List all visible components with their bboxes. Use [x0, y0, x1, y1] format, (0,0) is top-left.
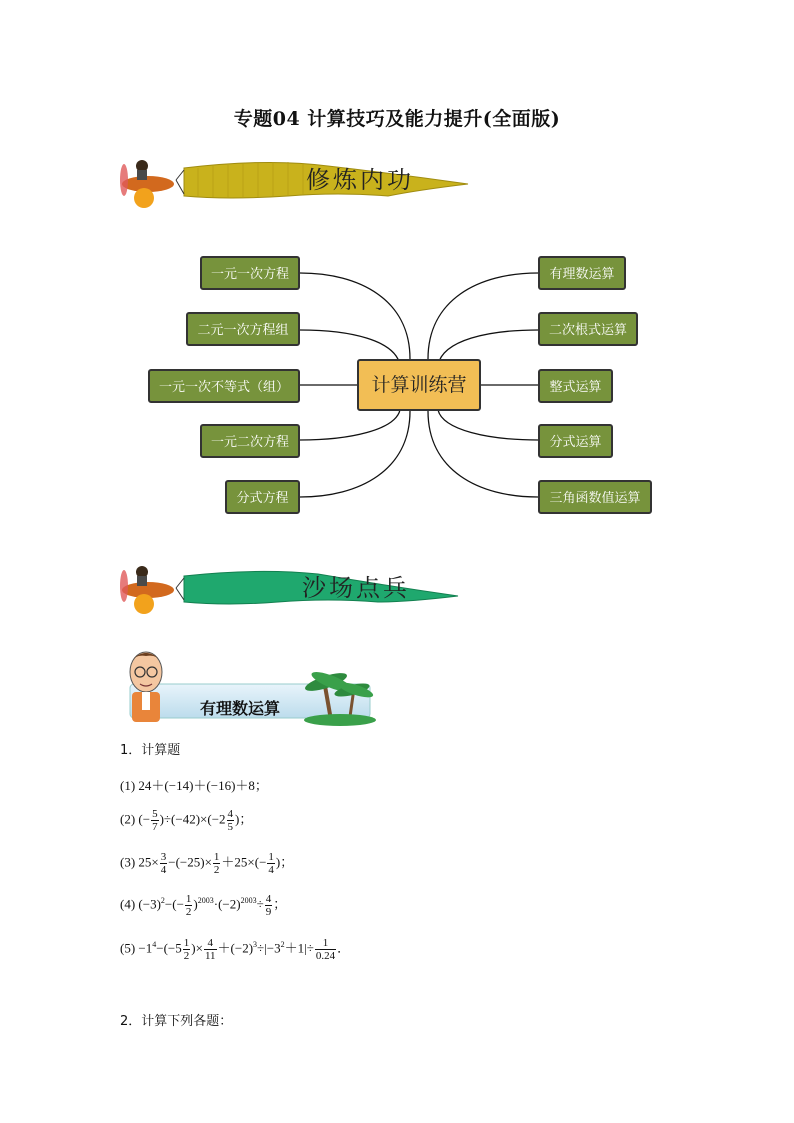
expr-part: ): [193, 896, 198, 912]
expr-part: (−3): [138, 896, 161, 912]
problem-5: [120, 937, 350, 962]
expr-part: )×: [191, 940, 203, 956]
mindmap-item-rational: 有理数运算: [538, 256, 626, 290]
problem-number: (1): [120, 778, 136, 793]
section-label: 有理数运算: [200, 699, 281, 718]
fraction: $\frac{1}{4}$: [268, 851, 274, 876]
mindmap-connectors: [0, 0, 794, 560]
expr-part: ÷: [256, 896, 264, 912]
mindmap-item-fraction-calc: 分式运算: [538, 424, 613, 458]
expr-part: ；: [273, 896, 287, 912]
mindmap-item-trig: 三角函数值运算: [538, 480, 652, 514]
question-2-heading: 2．计算下列各题：: [120, 1014, 233, 1029]
mindmap-center: 计算训练营: [357, 359, 481, 411]
problem-expression: 24＋(−14)＋(−16)＋8；: [138, 778, 268, 793]
expr-part: )÷(−42)×(−2: [159, 811, 226, 827]
problem-4: [120, 893, 286, 918]
problem-number: (4): [120, 896, 136, 912]
airplane-banner-icon: [118, 558, 468, 614]
fraction: $\frac{4}{5}$: [227, 808, 234, 833]
expr-part: −1: [138, 940, 153, 956]
expr-part: ÷|−3: [257, 940, 281, 956]
banner-shachang: [118, 558, 468, 614]
problem-number: (5): [120, 940, 136, 956]
fraction: $\frac{3}{4}$: [160, 851, 167, 876]
expr-part: −(−5: [156, 940, 182, 956]
mindmap-item-linear-equation: 一元一次方程: [200, 256, 300, 290]
expr-part: −(−25)×: [168, 854, 212, 870]
expr-part: 25×: [138, 854, 159, 870]
expr-part: (−: [138, 811, 151, 827]
exponent: 2: [160, 896, 165, 906]
expr-part: ·(−2): [213, 896, 241, 912]
fraction: $\frac{4}{11}$: [204, 937, 216, 962]
problem-3: [120, 851, 293, 876]
fraction: $\frac{4}{9}$: [265, 893, 272, 918]
expr-part: ＋(−2): [217, 940, 254, 956]
expr-part: −(−: [164, 896, 184, 912]
mindmap-item-inequality: 一元一次不等式（组）: [148, 369, 300, 403]
problem-number: (2): [120, 811, 136, 827]
mindmap-item-polynomial: 整式运算: [538, 369, 613, 403]
exponent: 4: [152, 940, 157, 950]
exponent: 2003: [240, 896, 257, 906]
expr-part: )；: [235, 811, 253, 827]
mindmap-item-quadratic: 一元二次方程: [200, 424, 300, 458]
mindmap-item-linear-system: 二元一次方程组: [186, 312, 300, 346]
problem-1: [120, 775, 268, 794]
expr-part: ＋1|÷: [284, 940, 314, 956]
question-1-heading: 1．计算题: [120, 743, 181, 758]
fraction: $\frac{5}{7}$: [152, 808, 158, 833]
expr-part: ＋25×(−: [221, 854, 267, 870]
exponent: 2: [280, 940, 285, 950]
fraction: $\frac{1}{0.24}$: [315, 937, 336, 962]
fraction: $\frac{1}{2}$: [185, 893, 192, 918]
problem-2: [120, 808, 252, 833]
banner-title: 修炼内功: [306, 166, 414, 194]
expr-part: ．: [337, 940, 351, 956]
exponent: 2003: [197, 896, 214, 906]
expr-part: )；: [275, 854, 294, 870]
problem-number: (3): [120, 854, 136, 870]
fraction: $\frac{1}{2}$: [213, 851, 220, 876]
page-title: 专题04 计算技巧及能力提升(全面版): [233, 108, 561, 130]
fraction: $\frac{1}{2}$: [183, 937, 190, 962]
mindmap-item-radical: 二次根式运算: [538, 312, 638, 346]
mindmap-item-fraction-equation: 分式方程: [225, 480, 300, 514]
banner-title: 沙场点兵: [302, 574, 410, 602]
exponent: 3: [253, 940, 258, 950]
